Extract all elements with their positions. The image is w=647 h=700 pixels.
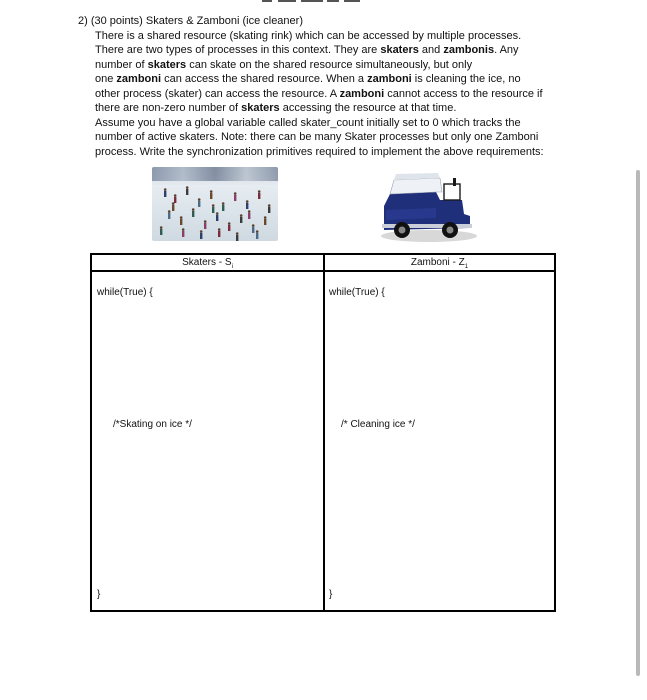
- skaters-column-header: Skaters - $S_i$: [92, 255, 323, 272]
- skaters-column: [92, 255, 325, 610]
- question-line: one zamboni can access the shared resource. When a zamboni is cleaning the ice, no: [95, 73, 521, 85]
- question-line: there are non-zero number of skaters accessing the resource at that time.: [95, 102, 457, 114]
- zamboni-loop-close: }: [329, 589, 333, 600]
- skating-rink-photo: [152, 167, 278, 241]
- skater-loop-open: while(True) {: [97, 287, 153, 298]
- question-line: process. Write the synchronization primitives required to implement the above requirements:: [95, 145, 544, 158]
- skater-loop-close: }: [97, 589, 101, 600]
- answer-table: [90, 253, 556, 612]
- question-line: Assume you have a global variable called skater_count initially set to 0 which tracks the: [95, 116, 521, 129]
- question-title: (30 points) Skaters & Zamboni (ice cleaner): [90, 15, 303, 27]
- previous-page-text-cutoff: [0, 0, 647, 4]
- zamboni-comment: /* Cleaning ice */: [341, 419, 415, 430]
- zamboni-column-header: Zamboni - $Z_1$: [325, 255, 554, 272]
- question-line: number of active skaters. Note: there can be many Skater processes but only one Zamboni: [95, 131, 539, 143]
- zamboni-photo: [374, 170, 480, 246]
- question-text: [95, 29, 588, 160]
- page-scrollbar[interactable]: [636, 170, 640, 676]
- question-line: other process (skater) can access the resource. A zamboni cannot access to the resource if: [95, 87, 543, 100]
- question-block: [78, 14, 588, 159]
- zamboni-column: [325, 255, 554, 610]
- question-line: There is a shared resource (skating rink) which can be accessed by multiple processes.: [95, 29, 522, 42]
- question-line: There are two types of processes in this context. They are skaters and zambonis. Any: [95, 44, 519, 56]
- question-number: 2): [78, 15, 88, 27]
- skater-comment: /*Skating on ice */: [113, 419, 192, 430]
- zamboni-loop-open: while(True) {: [329, 287, 385, 298]
- question-line: number of skaters can skate on the shared resource simultaneously, but only: [95, 58, 473, 71]
